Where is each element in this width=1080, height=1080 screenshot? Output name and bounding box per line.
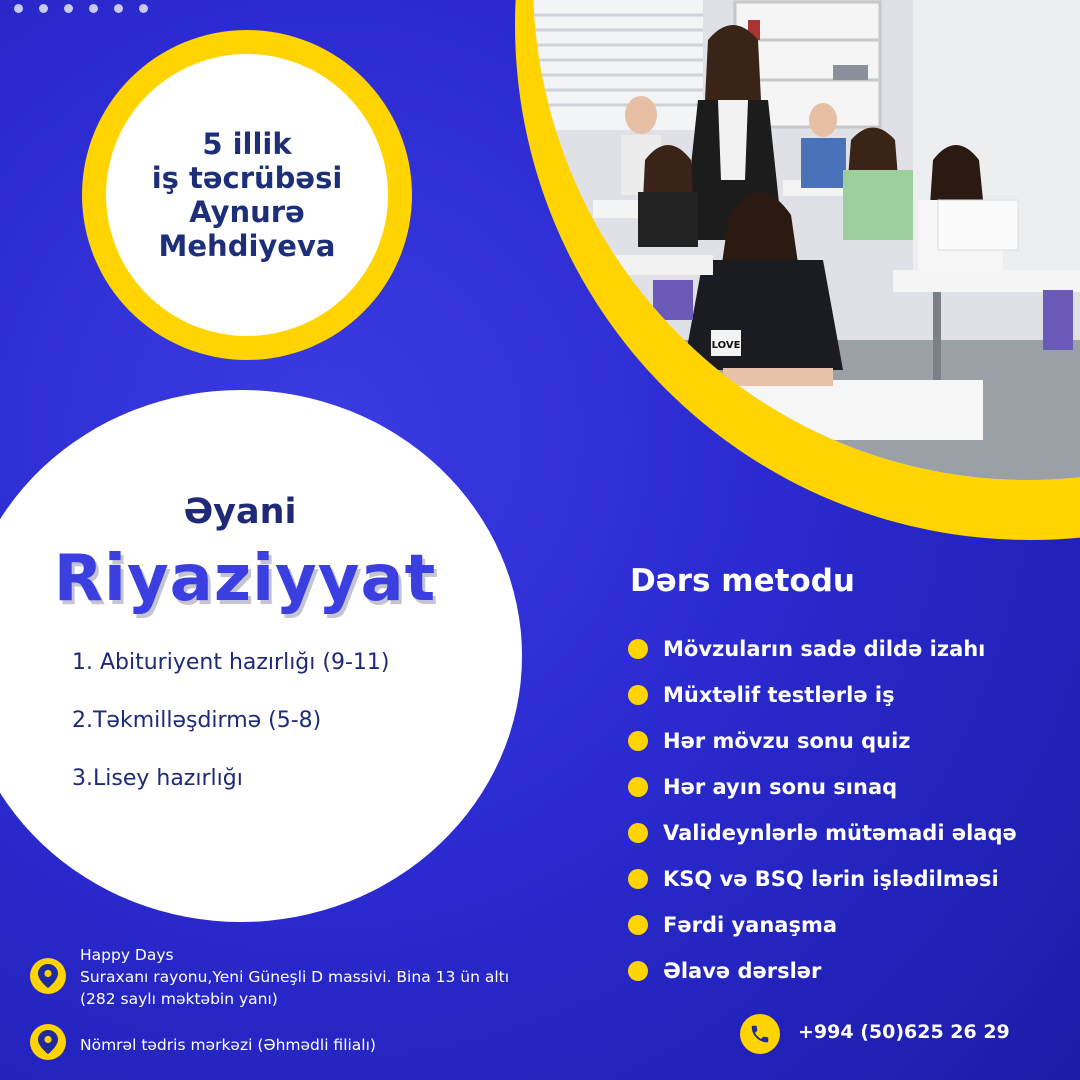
method-label: Müxtəlif testlərlə iş — [663, 683, 895, 707]
experience-text — [127, 127, 367, 263]
method-item — [628, 764, 1017, 810]
bullet-icon — [628, 961, 648, 981]
method-item — [628, 810, 1017, 856]
method-label: Valideynlərlə mütəmadi əlaqə — [663, 821, 1017, 845]
course-item: 3.Lisey hazırlığı — [72, 766, 243, 791]
method-label: Mövzuların sadə dildə izahı — [663, 637, 986, 661]
experience-badge-inner — [106, 54, 388, 336]
methods-list — [628, 626, 1017, 994]
course-subtitle: Əyani — [183, 492, 297, 532]
bullet-icon — [628, 823, 648, 843]
badge-line: Aynurə — [189, 195, 305, 229]
address-primary — [80, 944, 509, 1010]
method-label: Əlavə dərslər — [663, 959, 822, 983]
method-label: Fərdi yanaşma — [663, 913, 838, 937]
classroom-photo — [533, 0, 1080, 480]
shirt-text: LOVE — [711, 340, 741, 351]
method-label: KSQ və BSQ lərin işlədilməsi — [663, 867, 999, 891]
phone-icon — [740, 1014, 780, 1054]
experience-badge — [82, 30, 412, 360]
pagination-dots — [14, 4, 148, 13]
method-label: Hər ayın sonu sınaq — [663, 775, 898, 799]
bullet-icon — [628, 639, 648, 659]
dot — [139, 4, 148, 13]
method-item — [628, 718, 1017, 764]
bullet-icon — [628, 685, 648, 705]
dot — [64, 4, 73, 13]
method-item — [628, 672, 1017, 718]
dot — [89, 4, 98, 13]
location-pin-icon — [30, 958, 66, 994]
bullet-icon — [628, 869, 648, 889]
location-pin-icon — [30, 1024, 66, 1060]
address-line: Nömrəl tədris mərkəzi (Əhmədli filialı) — [80, 1036, 376, 1054]
badge-line: 5 illik — [202, 127, 292, 161]
methods-title: Dərs metodu — [630, 563, 855, 599]
method-item — [628, 626, 1017, 672]
method-item — [628, 902, 1017, 948]
method-item — [628, 948, 1017, 994]
badge-line: iş təcrübəsi — [151, 161, 343, 195]
phone-number[interactable]: +994 (50)625 26 29 — [798, 1021, 1010, 1043]
address-line: Happy Days — [80, 946, 174, 964]
badge-line: Mehdiyeva — [158, 229, 336, 263]
course-list — [72, 648, 389, 822]
method-label: Hər mövzu sonu quiz — [663, 729, 911, 753]
address-secondary — [80, 1034, 376, 1056]
bullet-icon — [628, 915, 648, 935]
course-item: 2.Təkmilləşdirmə (5-8) — [72, 708, 322, 733]
address-line: Suraxanı rayonu,Yeni Güneşli D massivi. Bina 13 ün altı — [80, 968, 510, 986]
classroom-illustration — [533, 0, 1080, 480]
course-title: Riyaziyyat — [53, 542, 437, 616]
bullet-icon — [628, 777, 648, 797]
course-item: 1. Abituriyent hazırlığı (9-11) — [72, 650, 390, 675]
bullet-icon — [628, 731, 648, 751]
dot — [39, 4, 48, 13]
dot — [114, 4, 123, 13]
dot — [14, 4, 23, 13]
method-item — [628, 856, 1017, 902]
address-line: (282 saylı məktəbin yanı) — [80, 990, 278, 1008]
